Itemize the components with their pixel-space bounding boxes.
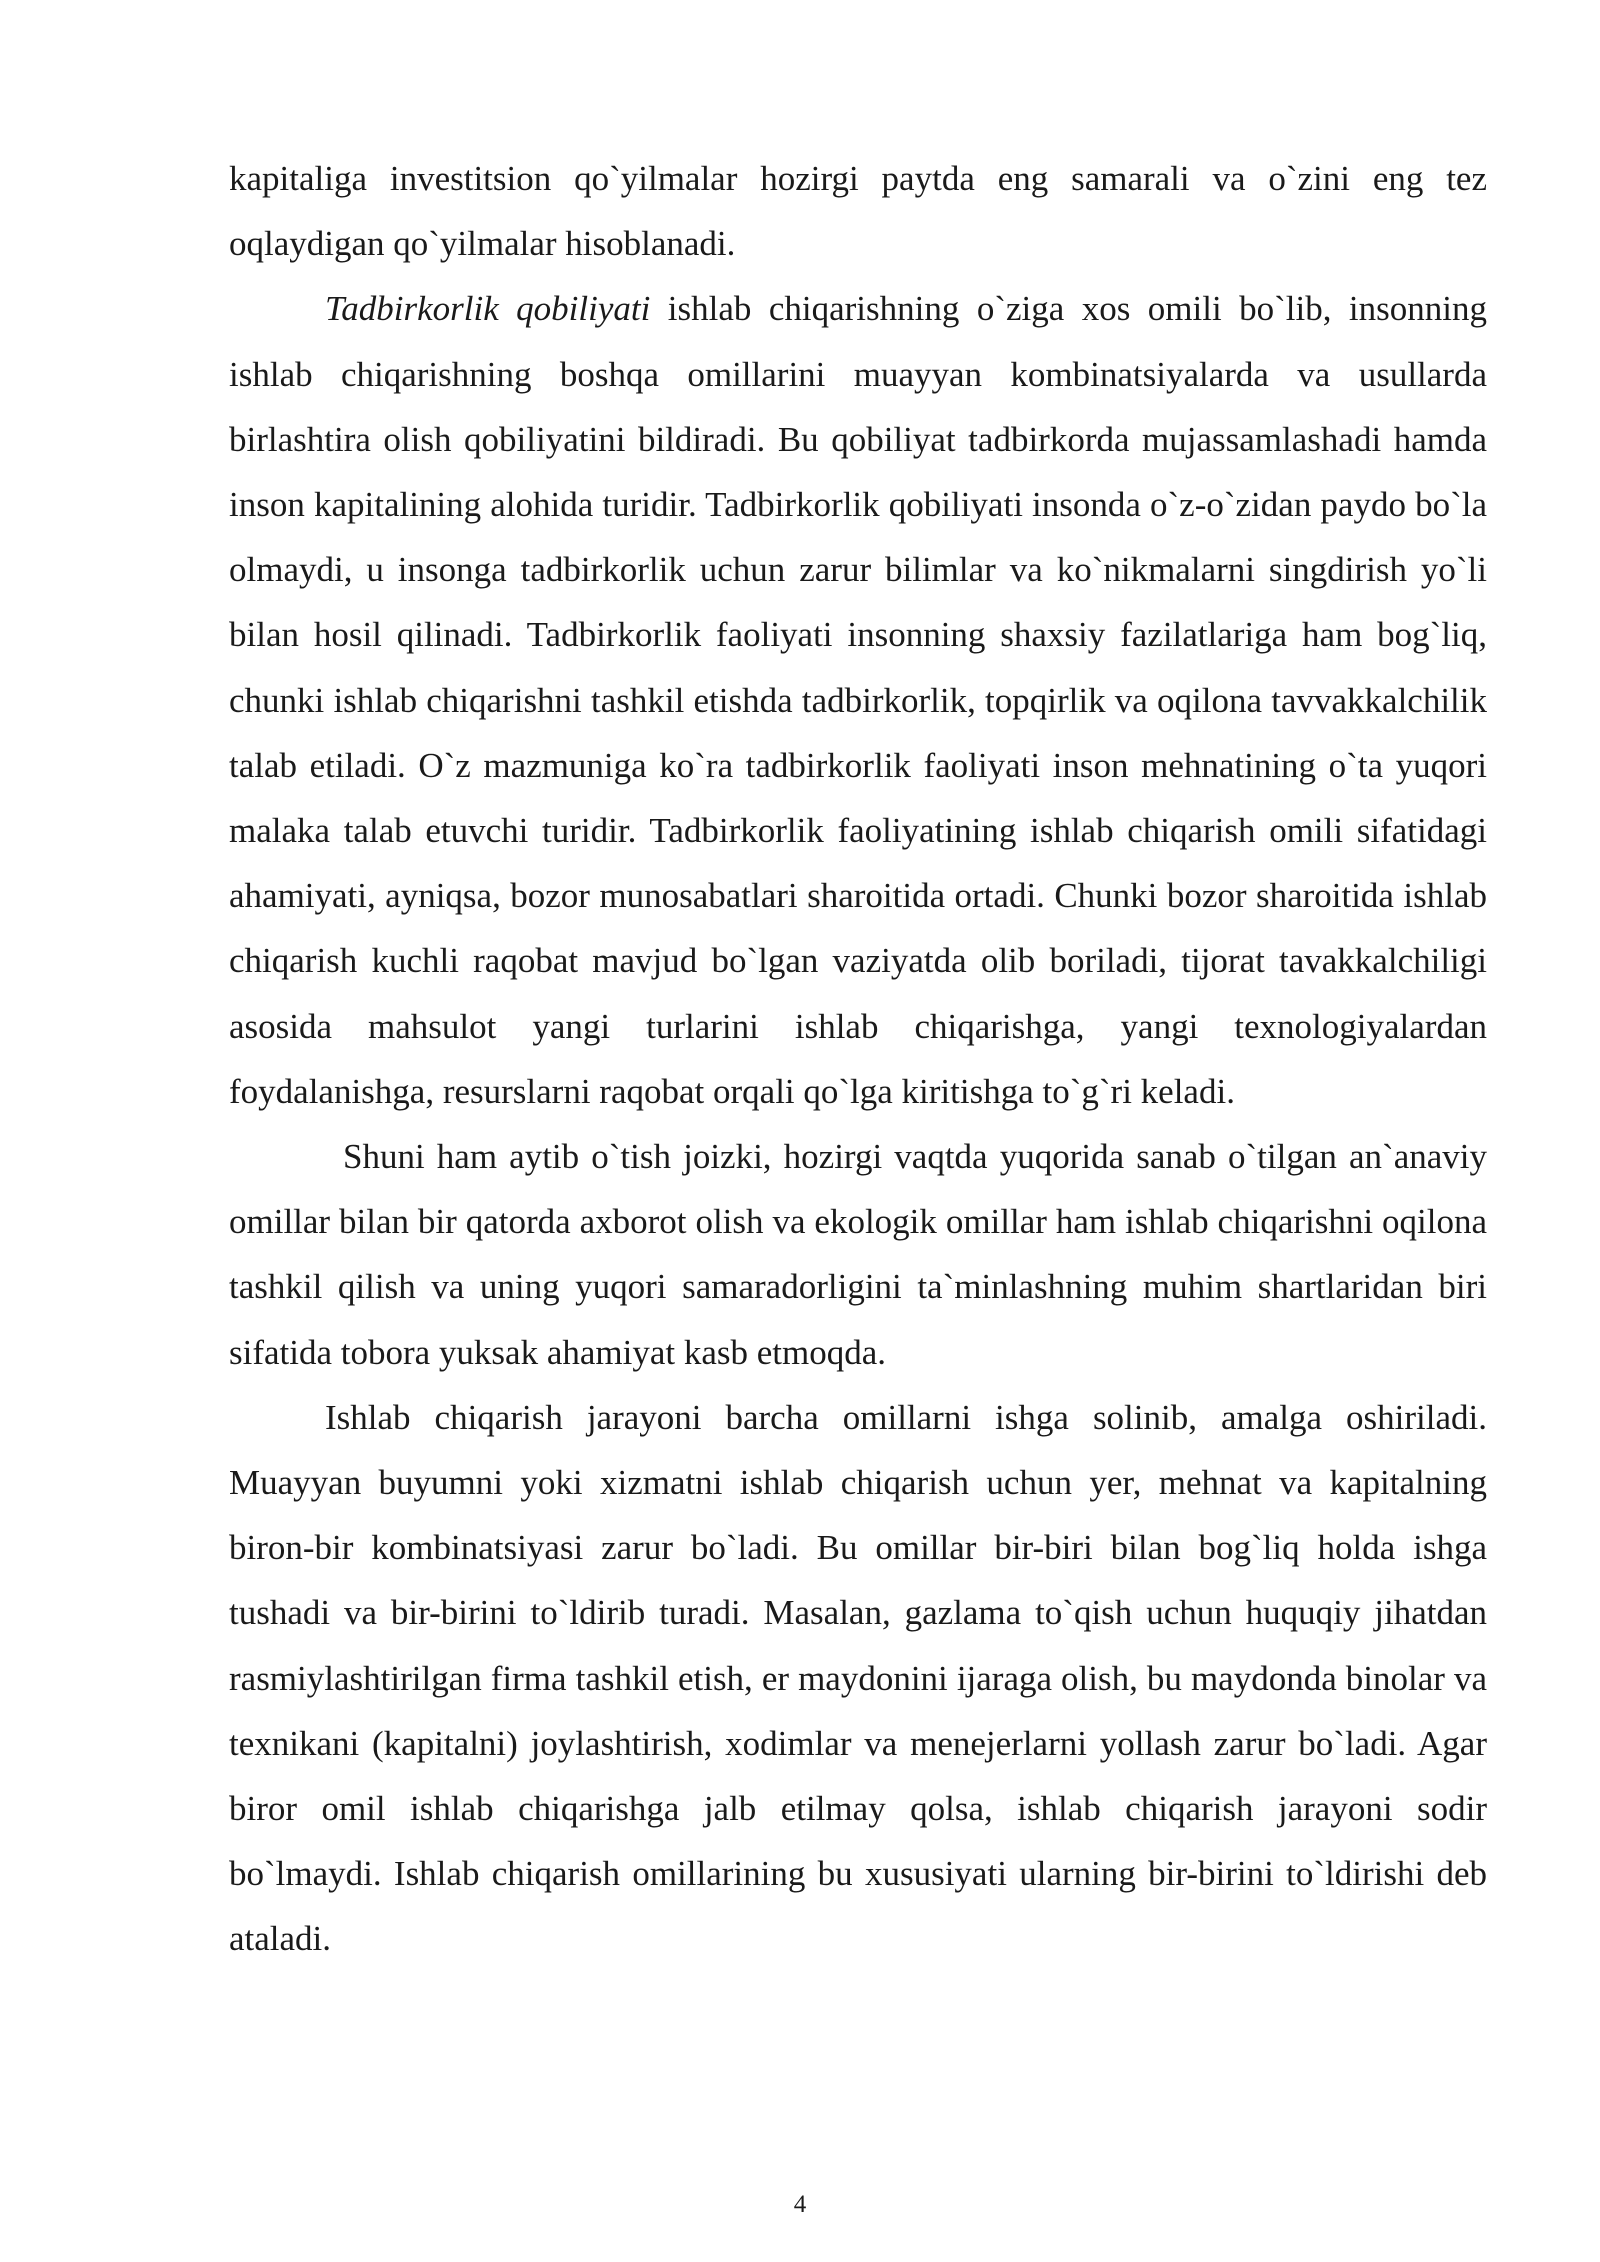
paragraph-2 [229, 276, 1487, 1124]
page-number: 4 [793, 2191, 807, 2218]
paragraph-4: Ishlab chiqarish jarayoni barcha omillarni ishga solinib, amalga oshiriladi. Muayyan buyumni yoki xizmatni ishlab chiqarish uchun yer, mehnat va kapitalning biron-bir kombinatsiyasi zarur bo`ladi. Bu omillar bir-biri bilan bog`liq holda ishga tushadi va bir-birini to`ldirib turadi. Masalan, gazlama to`qish uchun huquqiy jihatdan rasmiylashtirilgan firma tashkil etish, er maydonini ijaraga olish, bu maydonda binolar va texnikani (kapitalni) joylashtirish, xodimlar va menejerlarni yollash zarur bo`ladi. Agar biror omil ishlab chiqarishga jalb etilmay qolsa, ishlab chiqarish jarayoni sodir bo`lmaydi. Ishlab chiqarish omillarining bu xususiyati ularning bir-birini to`ldirishi deb ataladi. [229, 1397, 1487, 1959]
paragraph-2-text: ishlab chiqarishning o`ziga xos omili bo`lib, insonning ishlab chiqarishning boshqa omillarini muayyan kombinatsiyalarda va usullarda birlashtira olish qobiliyatini bildiradi. Bu qobiliyat tadbirkorda mujassamlashadi hamda inson kapitalining alohida turidir. Tadbirkorlik qobiliyati insonda o`z-o`zidan paydo bo`la olmaydi, u insonga tadbirkorlik uchun zarur bilimlar va ko`nikmalarni singdirish yo`li bilan hosil qilinadi. Tadbirkorlik faoliyati insonning shaxsiy fazilatlariga ham bog`liq, chunki ishlab chiqarishni tashkil etishda tadbirkorlik, topqirlik va oqilona tavvakkalchilik talab etiladi. O`z mazmuniga ko`ra tadbirkorlik faoliyati inson mehnatining o`ta yuqori malaka talab etuvchi turidir. Tadbirkorlik faoliyatining ishlab chiqarish omili sifatidagi ahamiyati, ayniqsa, bozor munosabatlari sharoitida ortadi. Chunki bozor sharoitida ishlab chiqarish kuchli raqobat mavjud bo`lgan vaziyatda olib boriladi, tijorat tavakkalchiligi asosida mahsulot yangi turlarini ishlab chiqarishga, yangi texnologiyalardan foydalanishga, resurslarni raqobat orqali qo`lga kiritishga to`g`ri keladi. [229, 289, 1487, 1111]
paragraph-1: kapitaliga investitsion qo`yilmalar hozirgi paytda eng samarali va o`zini eng tez oqlaydigan qo`yilmalar hisoblanadi. [229, 159, 1487, 264]
paragraph-2-term: Tadbirkorlik qobiliyati [325, 289, 651, 329]
document-body [229, 146, 1487, 1972]
paragraph-3: Shuni ham aytib o`tish joizki, hozirgi vaqtda yuqorida sanab o`tilgan an`anaviy omillar bilan bir qatorda axborot olish va ekologik omillar ham ishlab chiqarishni oqilona tashkil qilish va uning yuqori samaradorligini ta`minlashning muhim shartlaridan biri sifatida tobora yuksak ahamiyat kasb etmoqda. [229, 1137, 1487, 1372]
